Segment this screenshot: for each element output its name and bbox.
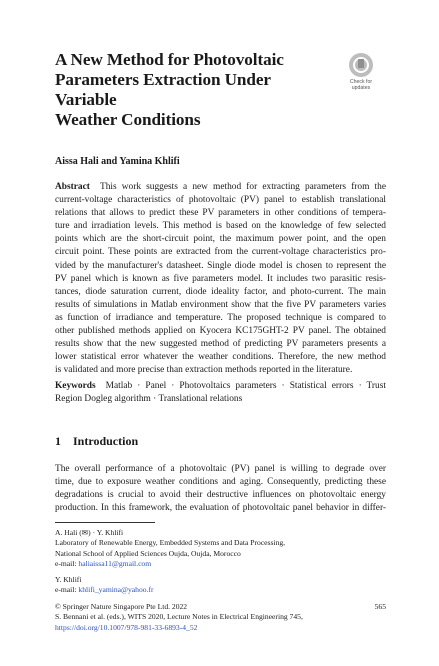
abstract-line: as function of irradiance and temperature. The proposed technique is compared to	[55, 312, 386, 323]
affiliation	[55, 528, 386, 570]
abstract	[55, 181, 386, 377]
abstract-line: lower statistical error whatever the weather conditions. Therefore, the new method	[55, 352, 386, 363]
abstract-line: tances, diode saturation current, diode ideality factor, and photo-current. The main	[55, 286, 386, 297]
email-link-1[interactable]: haliaissa11@gmail.com	[78, 559, 152, 569]
abstract-line: current-voltage characteristics of photovoltaic (PV) panel to establish translational	[55, 195, 386, 206]
affiliation-lab: Laboratory of Renewable Energy, Embedded Systems and Data Processing,	[55, 538, 286, 548]
page-number: 565	[374, 602, 386, 611]
authors: Aissa Hali and Yamina Khlifi	[55, 156, 180, 167]
copyright-line: © Springer Nature Singapore Pte Ltd. 2022	[55, 602, 188, 611]
abstract-line: points which are the short-circuit point, the maximum power point, and the open	[55, 234, 386, 245]
abstract-line: Abstract This work suggests a new method for extracting parameters from the	[55, 182, 386, 192]
email-link-2[interactable]: khlifi_yamina@yahoo.fr	[78, 585, 154, 595]
keywords-label: Keywords	[55, 381, 96, 391]
keywords	[55, 380, 386, 406]
intro-line: time, due to exposure weather conditions and aging. Consequently, predicting these	[55, 477, 386, 488]
abstract-line: circuit point. These points are extracted from the current-voltage characteristics pro-	[55, 247, 386, 258]
citation-line: S. Bennani et al. (eds.), WITS 2020, Lecture Notes in Electrical Engineering 745,	[55, 612, 303, 622]
abstract-line: other published methods applied on Kyocera KC175GHT-2 PV panel. The obtained	[55, 326, 386, 337]
affiliation-email-2: e-mail: khlifi_yamina@yahoo.fr	[55, 585, 154, 595]
badge-line-1: Check for	[349, 79, 373, 85]
intro-paragraph	[55, 463, 386, 515]
section-heading	[55, 434, 138, 449]
doi-link[interactable]: https://doi.org/10.1007/978-981-33-6893-4_52	[55, 622, 198, 632]
abstract-line: vided by the manufacturer's datasheet. Single diode model is chosen to represent the	[55, 260, 386, 271]
second-author-name: Y. Khlifi	[55, 575, 82, 584]
affiliation-email-1: e-mail: haliaissa11@gmail.com	[55, 559, 152, 569]
paper-title	[55, 50, 325, 130]
abstract-line: results of simulations in Matlab environment show that the five PV parameters varies	[55, 299, 386, 310]
intro-line: production. In this framework, the evaluation of photovoltaic panel behavior in differ-	[55, 503, 386, 514]
bookmark-icon	[349, 53, 373, 77]
keywords-line: Keywords Matlab · Panel · Photovoltaics parameters · Statistical errors · Trust	[55, 381, 386, 391]
abstract-label: Abstract	[55, 182, 90, 192]
abstract-line: relations that allows to predict these PV parameters in other conditions of tempera-	[55, 208, 386, 219]
affiliation-authors: A. Hali (✉) · Y. Khlifi	[55, 528, 124, 537]
section-title: Introduction	[73, 434, 139, 448]
intro-line: The overall performance of a photovoltaic (PV) panel is willing to degrade over	[55, 464, 386, 474]
second-author	[55, 575, 386, 596]
abstract-line: results show that the new suggested method of predicting PV parameters presents a	[55, 339, 386, 350]
keywords-line: Region Dogleg algorithm · Translational relations	[55, 394, 243, 405]
section-number: 1	[55, 434, 61, 448]
badge-line-2: updates	[351, 85, 371, 91]
abstract-line: ture and irradiation levels. This method is based on the knowledge of few selected	[55, 221, 386, 232]
abstract-line: PV panel which is known as five parameters model. It includes two parasitic resis-	[55, 273, 386, 284]
title-line-2: Parameters Extraction Under Variable	[55, 70, 271, 109]
abstract-line: is validated and more precise than extraction methods reported in the literature.	[55, 365, 353, 376]
affiliation-school: National School of Applied Sciences Oujda, Oujda, Morocco	[55, 548, 241, 558]
title-line-1: A New Method for Photovoltaic	[55, 50, 284, 69]
title-line-3: Weather Conditions	[55, 110, 201, 129]
badge-text	[343, 79, 379, 91]
intro-line: degradations is crucial to avoid their destructive influences on photovoltaic energy	[55, 490, 386, 501]
footnote-rule	[55, 522, 155, 523]
copyright-block	[55, 602, 386, 633]
check-for-updates-badge[interactable]	[343, 53, 379, 93]
